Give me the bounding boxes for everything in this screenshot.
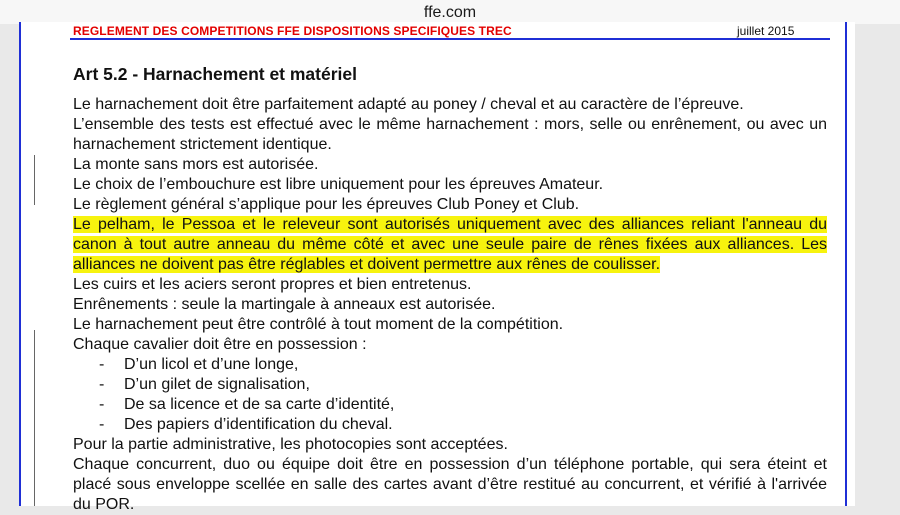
page-left-border	[19, 22, 21, 506]
equipment-list	[73, 355, 827, 435]
paragraph: Chaque cavalier doit être en possession :	[73, 336, 367, 353]
paragraph: Chaque concurrent, duo ou équipe doit être en possession d’un téléphone portable, qui sera éteint et placé sous enveloppe scellée en salle des cartes avant d’être restitué au concurrent, et vérifié à l'arrivée du POR.	[73, 456, 827, 513]
highlighted-paragraph	[73, 215, 827, 275]
article-heading: Art 5.2 - Harnachement et matériel	[73, 64, 357, 84]
url-text[interactable]: ffe.com	[423, 4, 477, 21]
list-item	[73, 355, 827, 375]
article-body	[73, 62, 827, 515]
page-right-border	[845, 22, 847, 506]
browser-address-bar[interactable]	[0, 0, 900, 24]
paragraph: Enrênements : seule la martingale à anneaux est autorisée.	[73, 296, 496, 313]
paragraph: Les cuirs et les aciers seront propres et bien entretenus.	[73, 276, 472, 293]
list-item-text: D’un gilet de signalisation,	[124, 376, 310, 393]
list-item-text: D’un licol et d’une longe,	[124, 356, 299, 373]
list-item	[73, 415, 827, 435]
highlight-text: Le pelham, le Pessoa et le releveur sont autorisés uniquement avec des alliances reliant l'anneau du canon à tout autre anneau du même côté et avec une seule paire de rênes fixées aux alliances. Les alliances ne doivent pas être réglables et doivent permettre aux rênes de coulisser.	[73, 216, 827, 273]
paragraph: Le harnachement doit être parfaitement adapté au poney / cheval et au caractère de l’épreuve.	[73, 96, 744, 113]
list-dash: -	[99, 376, 105, 393]
paragraph: La monte sans mors est autorisée.	[73, 156, 319, 173]
paragraph: Le choix de l’embouchure est libre uniquement pour les épreuves Amateur.	[73, 176, 604, 193]
revision-bar	[34, 155, 35, 205]
paragraph: Pour la partie administrative, les photocopies sont acceptées.	[73, 436, 508, 453]
list-dash: -	[99, 416, 105, 433]
header-rule	[70, 38, 830, 40]
list-item-text: Des papiers d’identification du cheval.	[124, 416, 393, 433]
header-date: juillet 2015	[737, 24, 795, 38]
list-item	[73, 395, 827, 415]
paragraph: Le règlement général s’applique pour les épreuves Club Poney et Club.	[73, 196, 580, 213]
paragraph: L’ensemble des tests est effectué avec le même harnachement : mors, selle ou enrênement, ou avec un harnachement strictement identique.	[73, 116, 827, 153]
list-dash: -	[99, 396, 105, 413]
list-item	[73, 375, 827, 395]
revision-bar	[34, 330, 35, 506]
list-item-text: De sa licence et de sa carte d’identité,	[124, 396, 395, 413]
list-dash: -	[99, 356, 105, 373]
header-title: REGLEMENT DES COMPETITIONS FFE DISPOSITIONS SPECIFIQUES TREC	[73, 24, 512, 38]
paragraph: Le harnachement peut être contrôlé à tout moment de la compétition.	[73, 316, 564, 333]
